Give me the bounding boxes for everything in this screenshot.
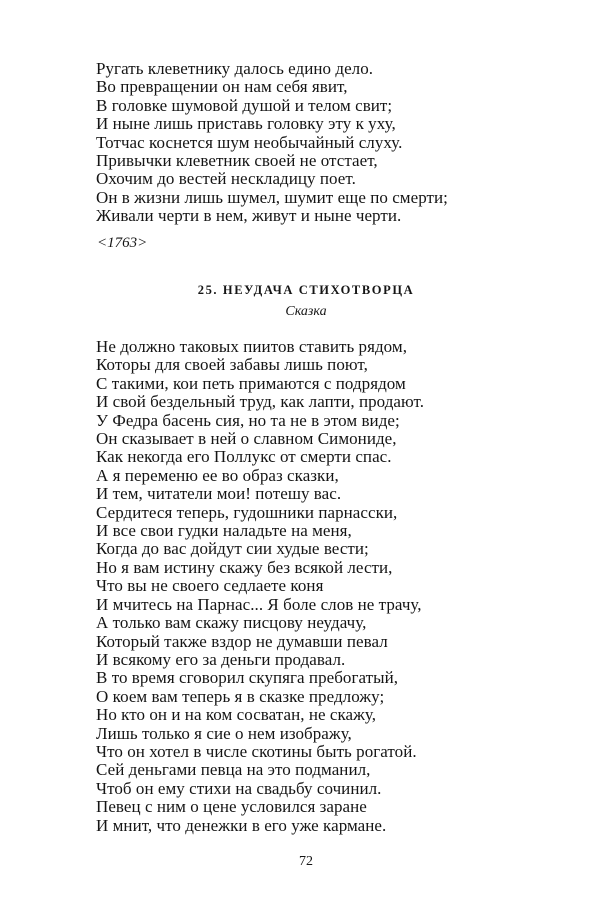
verse-line: Что он хотел в числе скотины быть рогатой. — [96, 741, 417, 761]
verse-line: Певец с ним о цене условился заране — [96, 797, 367, 817]
verse-line: Чтоб он ему стихи на свадьбу сочинил. — [96, 778, 382, 798]
verse-line: И мнит, что денежки в его уже кармане. — [96, 815, 387, 835]
verse-line: С такими, кои петь примаются с подрядом — [96, 373, 406, 393]
verse-line: Когда до вас дойдут сии худые вести; — [96, 539, 369, 559]
verse-line: Но я вам истину скажу без всякой лести, — [96, 557, 393, 577]
verse-line: Ругать клеветнику далось едино дело. — [96, 59, 374, 78]
poem-title: 25. НЕУДАЧА СТИХОТВОРЦА — [197, 283, 415, 297]
verse-line: Но кто он и на ком сосватан, не скажу, — [96, 705, 377, 725]
verse-line: В то время сговорил скупяга пребогатый, — [96, 668, 399, 688]
poem-body — [96, 338, 566, 835]
verse-line: О коем вам теперь я в сказке предложу; — [96, 686, 385, 706]
page-number: 72 — [299, 854, 313, 869]
poem-subtitle: Сказка — [285, 304, 327, 319]
poem-ending-stanza — [96, 60, 566, 226]
verse-line: Что вы не своего седлаете коня — [96, 576, 324, 596]
verse-line: И свой бездельный труд, как лапти, продают. — [96, 392, 425, 412]
verse-line: И мчитесь на Парнас... Я боле слов не трачу, — [96, 594, 422, 614]
verse-line: Охочим до вестей нескладицу поет. — [96, 169, 356, 189]
verse-line: Во превращении он нам себя явит, — [96, 77, 348, 97]
verse-line: И ныне лишь приставь головку эту к уху, — [96, 114, 396, 134]
verse-line: Сей деньгами певца на это подманил, — [96, 760, 371, 780]
verse-line: Тотчас коснется шум необычайный слуху. — [96, 132, 403, 152]
verse-line: И тем, читатели мои! потешу вас. — [96, 484, 342, 504]
verse-line: А только вам скажу писцову неудачу, — [96, 613, 367, 633]
verse-line: Лишь только я сие о нем изображу, — [96, 723, 352, 743]
verse-line: В головке шумовой душой и телом свит; — [96, 95, 393, 115]
verse-line: И всякому его за деньги продавал. — [96, 649, 346, 669]
verse-line: У Федра басень сия, но та не в этом виде; — [96, 410, 400, 430]
verse-line: Он сказывает в ней о славном Симониде, — [96, 429, 397, 449]
verse-line: Живали черти в нем, живут и ныне черти. — [96, 206, 402, 226]
verse-line: Он в жизни лишь шумел, шумит еще по смерти; — [96, 187, 448, 207]
verse-line: Сердитеся теперь, гудошники парнасски, — [96, 502, 398, 522]
verse-line: Как некогда его Поллукс от смерти спас. — [96, 447, 392, 467]
verse-line: Который также вздор не думавши певал — [96, 631, 388, 651]
verse-line: Которы для своей забавы лишь поют, — [96, 355, 368, 375]
poem-heading — [0, 281, 600, 321]
verse-line: А я переменю ее во образ сказки, — [96, 465, 339, 485]
poem-date: <1763> — [97, 235, 148, 251]
verse-line: Привычки клеветник своей не отстает, — [96, 151, 378, 171]
verse-line: И все свои гудки наладьте на меня, — [96, 521, 352, 541]
verse-line: Не должно таковых пиитов ставить рядом, — [96, 337, 408, 356]
